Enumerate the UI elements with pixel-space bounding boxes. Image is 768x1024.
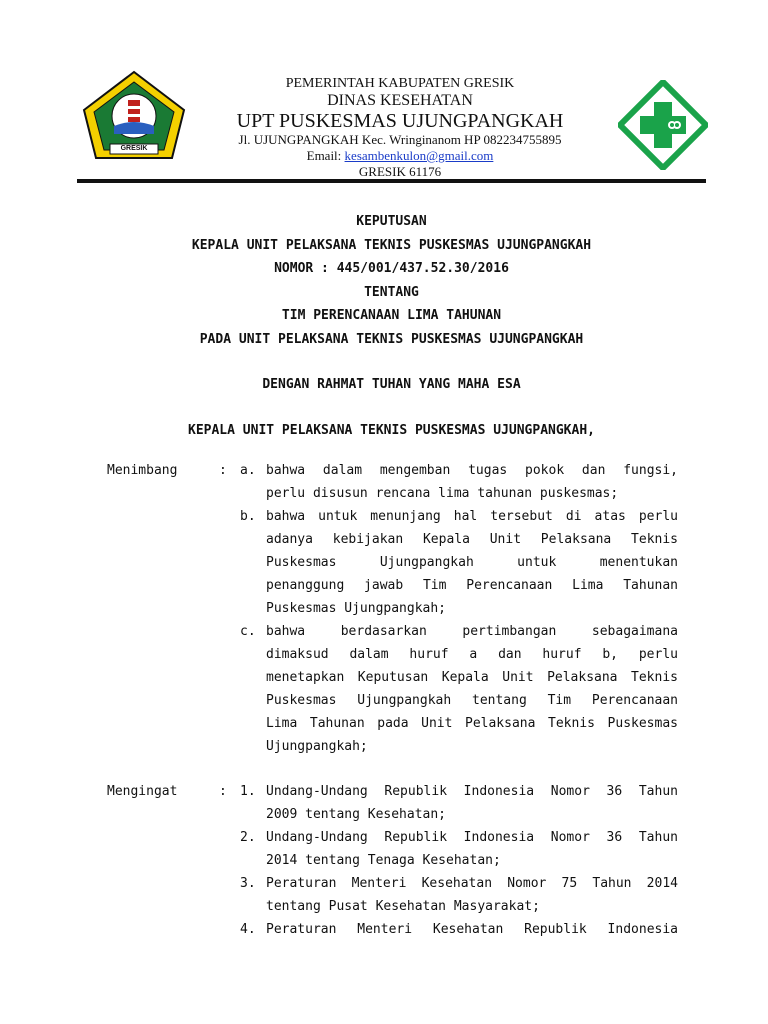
list-marker: 1. [240, 784, 256, 799]
institution-name: UPT PUSKESMAS UJUNGPANGKAH [236, 110, 564, 132]
list-marker: b. [240, 509, 256, 524]
mengingat-colon: : [219, 784, 227, 799]
email-line [190, 148, 610, 164]
list-marker: 2. [240, 830, 256, 845]
list-marker: c. [240, 624, 256, 639]
emblem-text: GRESIK [120, 145, 148, 152]
heading-subject: TIM PERENCANAAN LIMA TAHUNAN [281, 308, 502, 323]
decree-heading [77, 212, 706, 444]
email-label: Email: [306, 148, 345, 163]
list-item-line: bahwa untuk menunjang hal tersebut di atas perlu [266, 509, 678, 524]
list-item-line: dimaksud dalam huruf a dan huruf b, perlu [266, 647, 678, 662]
menimbang-label: Menimbang [107, 463, 178, 478]
list-item-line: perlu disusun rencana lima tahunan puskesmas; [266, 486, 619, 501]
list-item-line: adanya kebijakan Kepala Unit Pelaksana Teknis [266, 532, 678, 547]
heading-number: NOMOR : 445/001/437.52.30/2016 [274, 261, 509, 276]
list-item-line: menetapkan Keputusan Kepala Unit Pelaksana Teknis [266, 670, 678, 685]
list-marker: 3. [240, 876, 256, 891]
list-item-line: bahwa berdasarkan pertimbangan sebagaimana [266, 624, 678, 639]
letterhead [190, 76, 610, 179]
list-item-line: Lima Tahunan pada Unit Pelaksana Teknis Puskesmas [266, 716, 678, 731]
list-item-line: 2009 tentang Kesehatan; [266, 807, 447, 822]
list-item-line: tentang Pusat Kesehatan Masyarakat; [266, 899, 540, 914]
heading-blessing: DENGAN RAHMAT TUHAN YANG MAHA ESA [262, 377, 521, 392]
list-item-line: Peraturan Menteri Kesehatan Nomor 75 Tahun 2014 [266, 876, 678, 891]
letterhead-divider [77, 179, 706, 183]
city-postal: GRESIK 61176 [358, 164, 442, 179]
heading-subject-2: PADA UNIT PELAKSANA TEKNIS PUSKESMAS UJUNGPANGKAH [199, 331, 584, 347]
address: Jl. UJUNGPANGKAH Kec. Wringinanom HP 082234755895 [238, 132, 562, 147]
email-link[interactable]: kesambenkulon@gmail.com [344, 148, 494, 163]
menimbang-colon: : [219, 463, 227, 478]
list-item-line: Puskesmas Ujungpangkah; [266, 601, 447, 616]
list-item-line: Ujungpangkah; [266, 739, 368, 754]
list-item-line: Puskesmas Ujungpangkah untuk menentukan [266, 555, 678, 570]
list-item-line: 2014 tentang Tenaga Kesehatan; [266, 853, 501, 868]
list-item-line: Undang-Undang Republik Indonesia Nomor 36 Tahun [266, 784, 678, 799]
list-item-line: penanggung jawab Tim Perencanaan Lima Tahunan [266, 578, 678, 593]
department-name: DINAS KESEHATAN [327, 92, 473, 109]
list-item-line: Peraturan Menteri Kesehatan Republik Indonesia [266, 922, 678, 937]
list-marker: 4. [240, 922, 256, 937]
mengingat-label: Mengingat [107, 784, 178, 799]
government-name: PEMERINTAH KABUPATEN GRESIK [285, 76, 515, 91]
puskesmas-logo-icon [618, 80, 708, 170]
list-item-line: bahwa dalam mengemban tugas pokok dan fungsi, [266, 463, 678, 478]
list-item-line: Undang-Undang Republik Indonesia Nomor 36 Tahun [266, 830, 678, 845]
heading-keputusan: KEPUTUSAN [356, 214, 427, 229]
heading-official: KEPALA UNIT PELAKSANA TEKNIS PUSKESMAS UJUNGPANGKAH [191, 237, 592, 253]
list-marker: a. [240, 463, 256, 478]
list-item-line: Puskesmas Ujungpangkah tentang Tim Perencanaan [266, 693, 678, 708]
heading-issuer: KEPALA UNIT PELAKSANA TEKNIS PUSKESMAS UJUNGPANGKAH, [188, 422, 595, 438]
heading-tentang: TENTANG [364, 284, 419, 300]
